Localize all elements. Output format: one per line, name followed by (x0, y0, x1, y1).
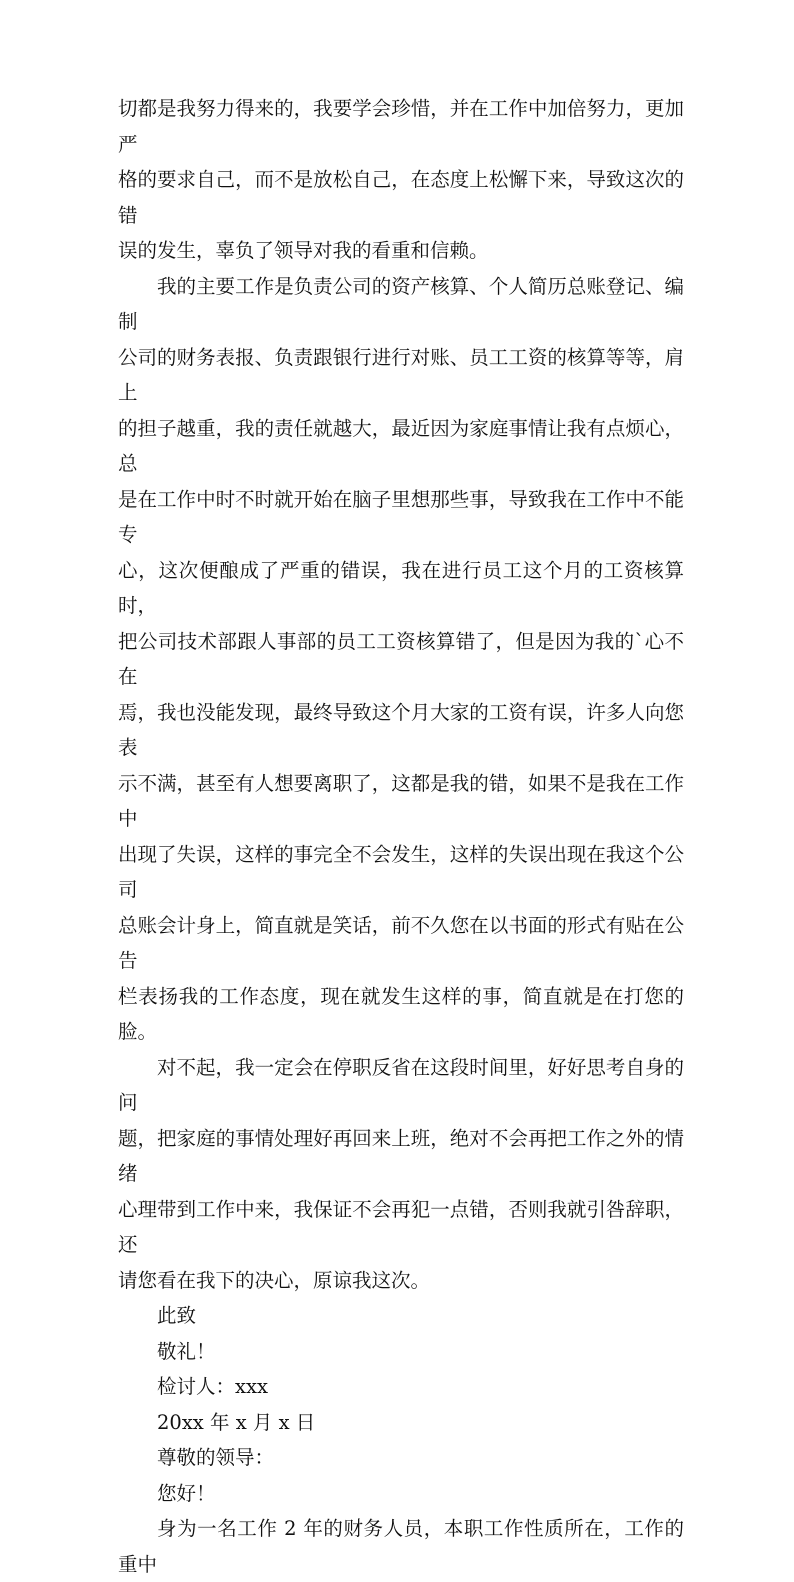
text-line: 请您看在我下的决心，原谅我这次。 (118, 1268, 431, 1292)
text-line: 身为一名工作 2 年的财务人员，本职工作性质所在，工作的重中 (118, 1517, 684, 1576)
hello-line: 您好！ (157, 1481, 216, 1505)
text-line: 示不满，甚至有人想要离职了，这都是我的错，如果不是我在工作中 (118, 771, 684, 830)
paragraph-apology (118, 1050, 684, 1299)
text-line: 心理带到工作中来，我保证不会再犯一点错，否则我就引咎辞职，还 (118, 1197, 684, 1256)
text-line: 对不起，我一定会在停职反省在这段时间里，好好思考自身的问 (118, 1055, 684, 1114)
closing-block (118, 1298, 684, 1440)
text-line: 总账会计身上，简直就是笑话，前不久您在以书面的形式有贴在公告 (118, 913, 684, 972)
text-line: 误的发生，辜负了领导对我的看重和信赖。 (118, 239, 489, 262)
text-line: 把公司技术部跟人事部的员工工资核算错了，但是因为我的`心不在 (118, 629, 684, 688)
document-page (118, 91, 684, 1582)
date-line: 20xx 年 x 月 x 日 (157, 1410, 316, 1434)
text-line: 焉，我也没能发现，最终导致这个月大家的工资有误，许多人向您表 (118, 700, 684, 759)
text-line: 心，这次便酿成了严重的错误，我在进行员工这个月的工资核算时， (118, 558, 684, 617)
text-line: 切都是我努力得来的，我要学会珍惜，并在工作中加倍努力，更加严 (118, 97, 684, 156)
text-line: 栏表扬我的工作态度，现在就发生这样的事，简直就是在打您的脸。 (118, 984, 684, 1043)
greeting-line: 尊敬的领导： (157, 1446, 275, 1469)
second-letter-block (118, 1440, 684, 1582)
text-line: 公司的财务表报、负责跟银行进行对账、员工工资的核算等等，肩上 (118, 345, 684, 404)
signer-line: 检讨人：xxx (157, 1375, 268, 1398)
paragraph-continuation (118, 91, 684, 269)
text-line: 是在工作中时不时就开始在脑子里想那些事，导致我在工作中不能专 (118, 487, 684, 546)
text-line: 我的主要工作是负责公司的资产核算、个人简历总账登记、编制 (118, 274, 684, 333)
text-line: 题，把家庭的事情处理好再回来上班，绝对不会再把工作之外的情绪 (118, 1126, 684, 1185)
text-line: 格的要求自己，而不是放松自己，在态度上松懈下来，导致这次的错 (118, 168, 684, 227)
text-line: 出现了失误，这样的事完全不会发生，这样的失误出现在我这个公司 (118, 842, 684, 901)
paragraph-job-duties (118, 269, 684, 1050)
closing-salutation: 此致 (157, 1304, 197, 1327)
text-line: 的担子越重，我的责任就越大，最近因为家庭事情让我有点烦心，总 (118, 416, 684, 475)
closing-respect: 敬礼！ (157, 1339, 216, 1363)
